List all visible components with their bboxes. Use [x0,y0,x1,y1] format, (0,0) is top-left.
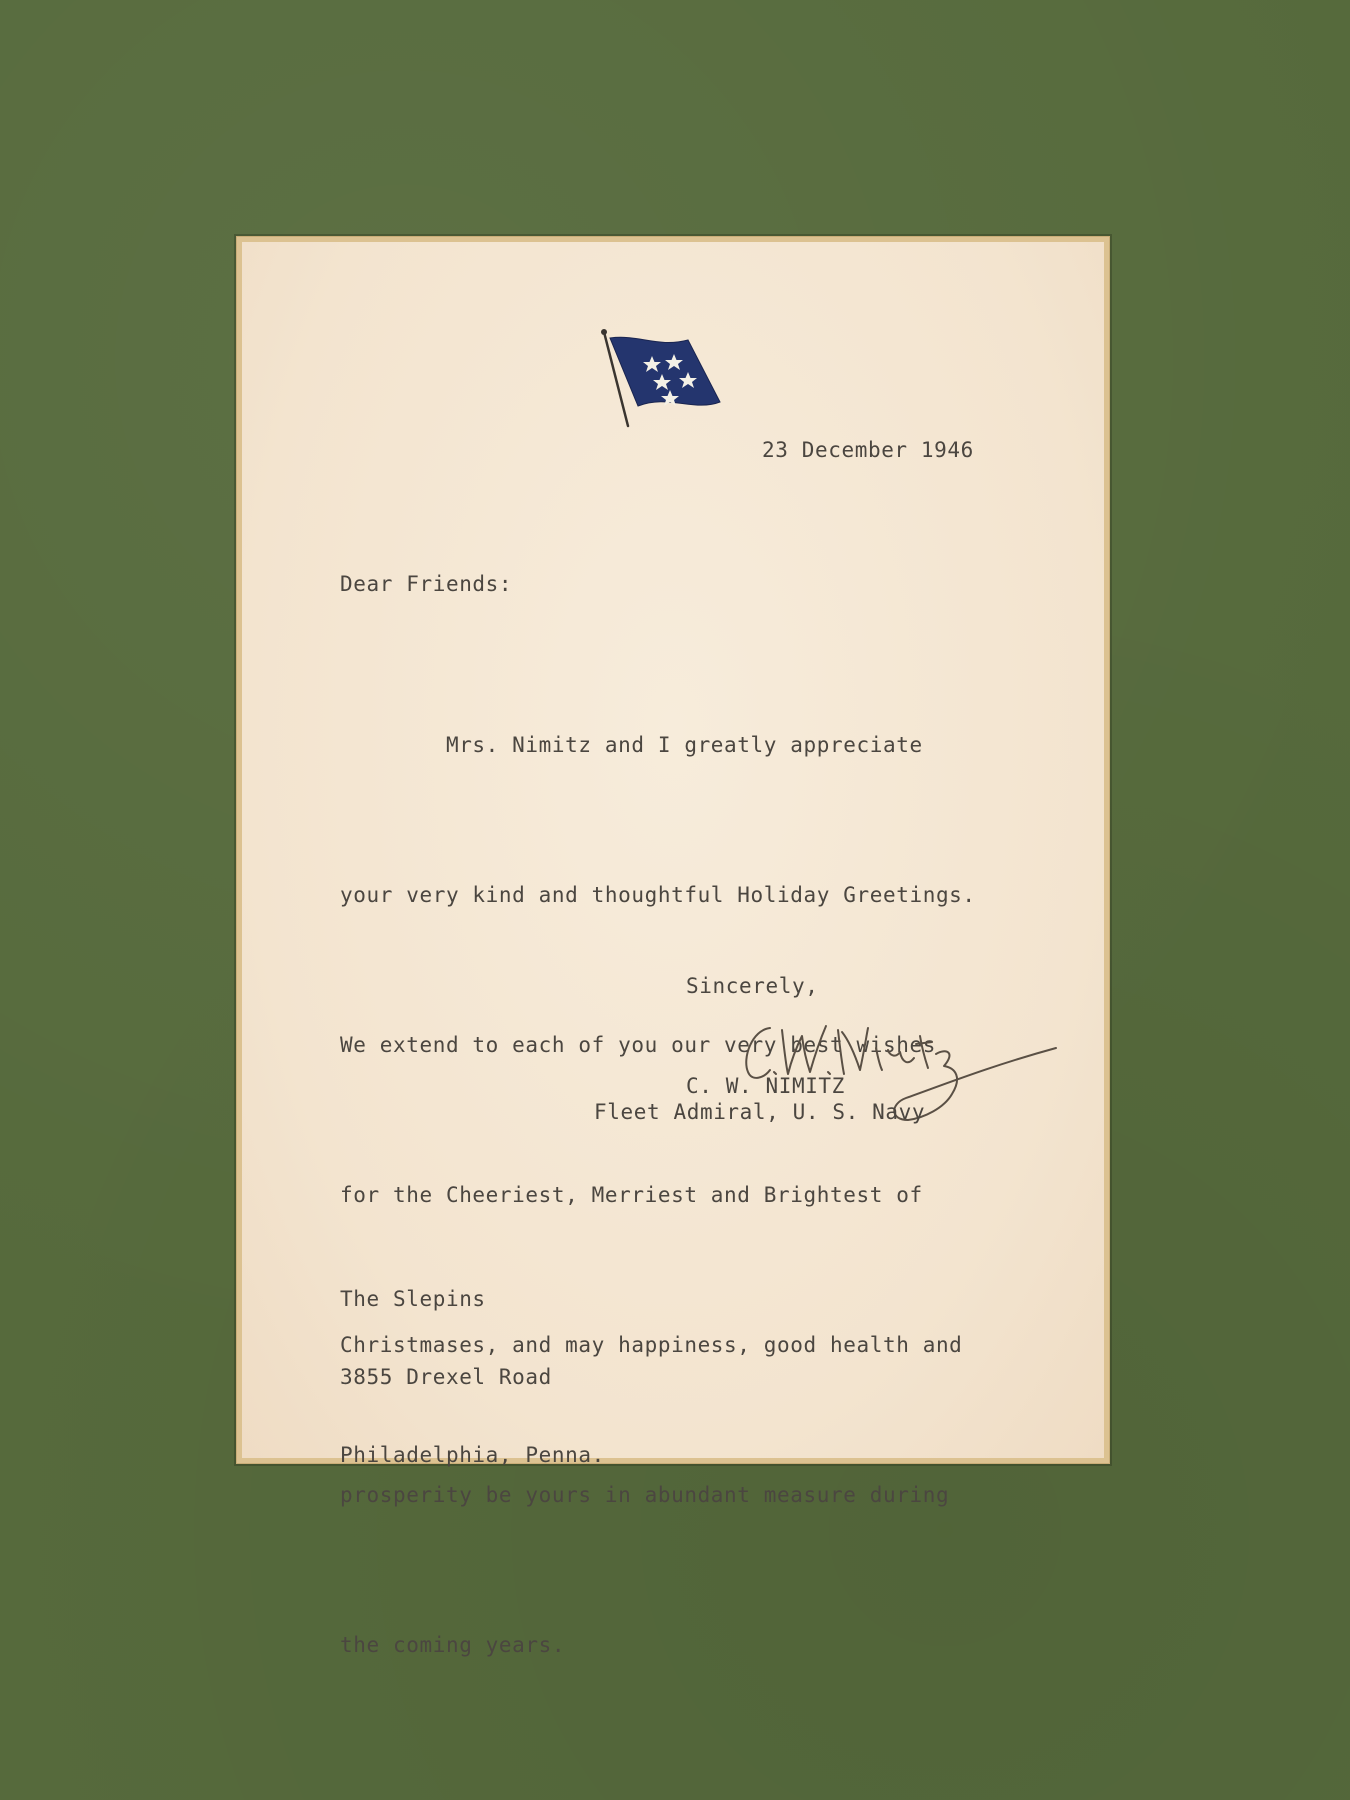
body-line: for the Cheeriest, Merriest and Brightest of [340,1183,923,1207]
address-line: The Slepins [340,1287,486,1311]
signer-title: Fleet Admiral, U. S. Navy [594,1100,926,1124]
letter-body [340,620,976,1720]
body-line: Christmases, and may happiness, good health and [340,1333,963,1357]
letter-closing: Sincerely, [686,974,819,998]
address-line: Philadelphia, Penna. [340,1443,605,1467]
signer-name: C. W. NIMITZ [686,1074,845,1098]
recipient-address [340,1234,605,1494]
body-line: Mrs. Nimitz and I greatly appreciate [340,733,923,757]
body-line: the coming years. [340,1633,566,1657]
letter-date: 23 December 1946 [762,438,974,462]
body-line: your very kind and thoughtful Holiday Greetings. [340,883,976,907]
body-line: prosperity be yours in abundant measure during [340,1483,950,1507]
body-line: We extend to each of you our very best wishes [340,1033,936,1057]
admiral-flag-icon [598,326,724,430]
letter-salutation: Dear Friends: [340,572,513,596]
address-line: 3855 Drexel Road [340,1365,552,1389]
